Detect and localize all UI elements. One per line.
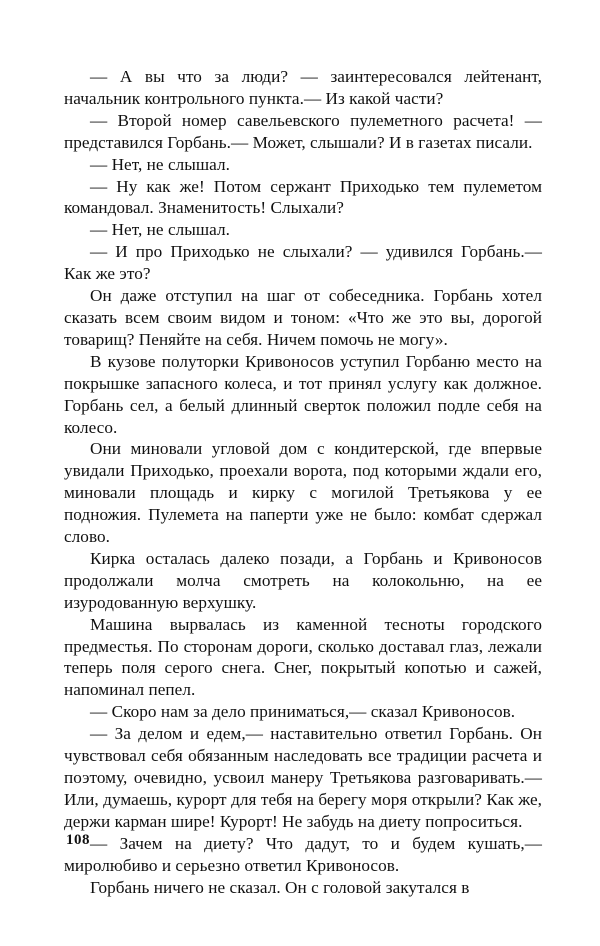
- paragraph: В кузове полуторки Кривоносов уступил Горбаню место на покрышке запасного колеса, и тот принял услугу как должное. Горбань сел, а белый длинный сверток положил подле себя на колесо.: [64, 351, 542, 437]
- paragraph: — Скоро нам за дело приниматься,— сказал Кривоносов.: [90, 702, 516, 722]
- paragraph: — Второй номер савельевского пулеметного расчета! — представился Горбань.— Может, слышали? И в газетах писали.: [64, 110, 542, 152]
- paragraph: Он даже отступил на шаг от собеседника. Горбань хотел сказать всем своим видом и тоном: «Что же это вы, дорогой товарищ? Пеняйте на себя. Ничем помочь не могу».: [64, 286, 542, 349]
- page-number: 108: [66, 832, 90, 848]
- page-text: [64, 66, 542, 898]
- paragraph: Машина вырвалась из каменной тесноты городского предместья. По сторонам дороги, сколько доставал глаз, лежали теперь поля серого снега. Снег, покрытый копотью и сажей, напоминал пепел.: [64, 614, 542, 700]
- paragraph: — А вы что за люди? — заинтересовался лейтенант, начальник контрольного пункта.— Из какой части?: [64, 67, 542, 108]
- paragraph: Кирка осталась далеко позади, а Горбань и Кривоносов продолжали молча смотреть на колокольню, на ее изуродованную верхушку.: [64, 548, 542, 612]
- paragraph: — Нет, не слышал.: [90, 154, 230, 174]
- paragraph: — И про Приходько не слыхали? — удивился Горбань.— Как же это?: [64, 242, 542, 284]
- paragraph: — За делом и едем,— наставительно ответил Горбань. Он чувствовал себя обязанным наследовать все традиции расчета и поэтому, очевидно, усвоил манеру Третьякова разговаривать.— Или, думаешь, курорт для тебя на берегу моря открыли? Как же, держи карман шире! Курорт! Не забудь на диету попроситься.: [64, 724, 542, 831]
- paragraph: — Нет, не слышал.: [90, 220, 230, 240]
- paragraph: — Ну как же! Потом сержант Приходько тем пулеметом командовал. Знаменитость! Слыхали?: [64, 176, 542, 218]
- paragraph: Горбань ничего не сказал. Он с головой закутался в: [90, 877, 470, 897]
- paragraph: — Зачем на диету? Что дадут, то и будем кушать,— миролюбиво и серьезно ответил Кривоносов.: [64, 833, 542, 875]
- paragraph: Они миновали угловой дом с кондитерской, где впервые увидали Приходько, проехали ворота, под которыми ждали его, миновали площадь и кирку с могилой Третьякова у ее подножия. Пулемета на паперти уже не было: комбат сдержал слово.: [64, 439, 542, 547]
